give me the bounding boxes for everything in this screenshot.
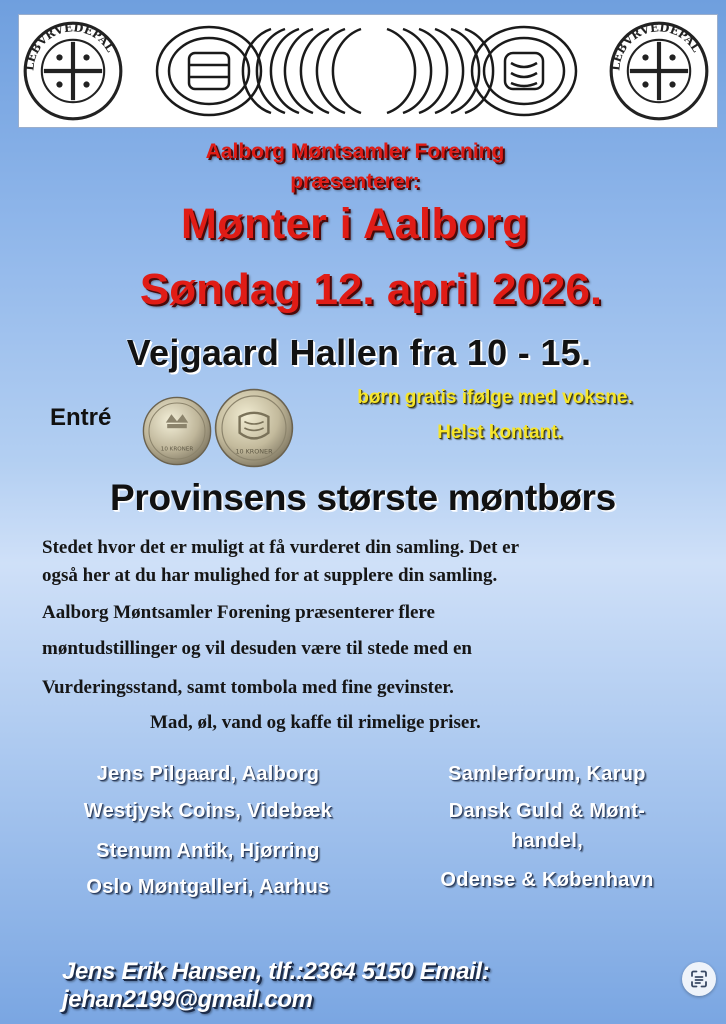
coin-banner	[18, 14, 718, 128]
seal-emblem-right	[607, 19, 711, 123]
scan-text-icon	[682, 962, 716, 996]
dealer-item: Odense & København	[440, 869, 654, 891]
cash-preferred-note: Helst kontant.	[437, 422, 563, 443]
children-free-note: børn gratis ifølge med voksne.	[357, 387, 633, 408]
dealer-item: Westjysk Coins, Videbæk	[83, 800, 333, 822]
event-venue: Vejgaard Hallen fra 10 - 15.	[126, 332, 592, 373]
svg-text:LEBVRVEDEPAL: LEBVRVEDEPAL	[608, 20, 704, 72]
svg-text:10 KRONER: 10 KRONER	[160, 446, 194, 453]
dealer-item: Stenum Antik, Hjørring	[96, 840, 320, 862]
svg-text:LEBVRVEDEPAL: LEBVRVEDEPAL	[22, 20, 118, 72]
seal-emblem-left	[21, 19, 125, 123]
organizer-name: Aalborg Møntsamler Forening	[205, 140, 505, 163]
event-title: Mønter i Aalborg	[180, 200, 529, 248]
body-line: møntudstillinger og vil desuden være til stede med en	[42, 638, 472, 659]
body-line: også her at du har mulighed for at supplere din samling.	[42, 565, 498, 586]
dealer-item: handel,	[510, 830, 584, 852]
body-line: Vurderingsstand, samt tombola med fine gevinster.	[42, 677, 454, 698]
dealer-item: Dansk Guld & Mønt-	[448, 800, 646, 822]
main-headline: Provinsens største møntbørs	[110, 477, 616, 518]
svg-text:10 KRONER: 10 KRONER	[235, 447, 273, 456]
event-date: Søndag 12. april 2026.	[139, 265, 603, 314]
dealer-item: Jens Pilgaard, Aalborg	[96, 763, 320, 785]
body-line: Stedet hvor det er muligt at få vurderet din samling. Det er	[42, 537, 520, 558]
body-line: Aalborg Møntsamler Forening præsenterer flere	[42, 602, 435, 623]
coin-icon-front	[142, 396, 212, 466]
presents-label: præsenterer:	[290, 170, 420, 193]
coin-row-illustration	[139, 21, 599, 121]
coin-icon-back	[214, 388, 294, 468]
body-line: Mad, øl, vand og kaffe til rimelige priser.	[150, 712, 481, 733]
admission-label: Entré	[50, 404, 112, 431]
contact-line: Jens Erik Hansen, tlf.:2364 5150 Email: jehan2199@gmail.com	[62, 958, 490, 1013]
dealer-item: Samlerforum, Karup	[448, 763, 646, 785]
scan-text-button[interactable]	[682, 962, 716, 996]
dealer-item: Oslo Møntgalleri, Aarhus	[86, 876, 330, 898]
